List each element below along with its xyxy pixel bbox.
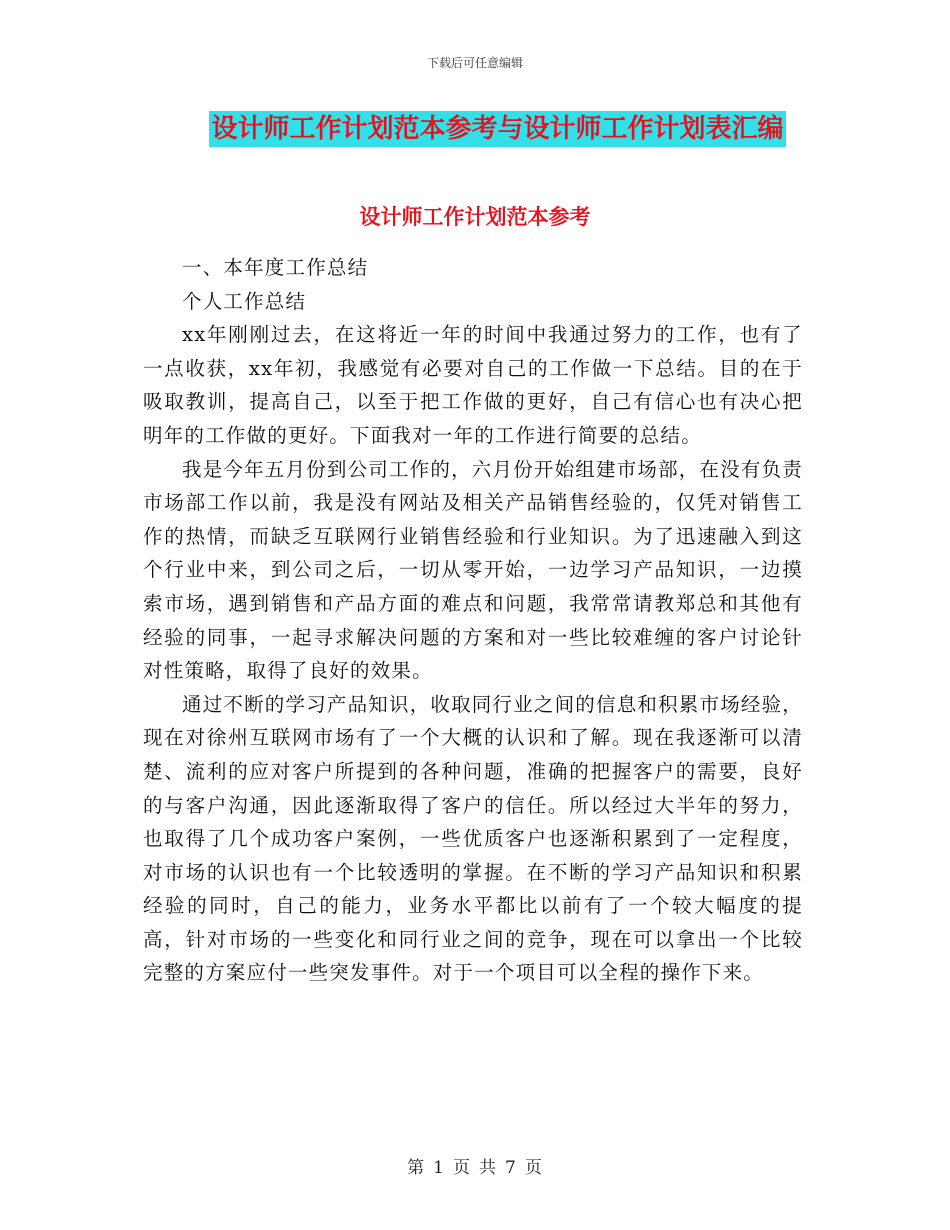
page-footer (0, 1153, 950, 1178)
document-body (143, 251, 803, 990)
footer-total-prefix: 共 (479, 1158, 497, 1178)
body-paragraph: xx年刚刚过去，在这将近一年的时间中我通过努力的工作，也有了一点收获，xx年初，我感觉有必要对自己的工作做一下总结。目的在于吸取教训，提高自己，以至于把工作做的更好，自己有信心也有决心把明年的工作做的更好。下面我对一年的工作进行简要的总结。 (143, 323, 803, 447)
footer-page-number: 1 (433, 1158, 445, 1178)
footer-total-pages: 7 (505, 1158, 517, 1178)
title-block (0, 111, 950, 147)
section-title: 设计师工作计划范本参考 (359, 205, 591, 229)
document-title: 设计师工作计划范本参考与设计师工作计划表汇编 (209, 111, 785, 147)
heading-personal-summary: 个人工作总结 (182, 289, 307, 313)
body-paragraph: 我是今年五月份到公司工作的，六月份开始组建市场部，在没有负责市场部工作以前，我是没有网站及相关产品销售经验的，仅凭对销售工作的热情，而缺乏互联网行业销售经验和行业知识。为了迅速融入到这个行业中来，到公司之后，一切从零开始，一边学习产品知识，一边摸索市场，遇到销售和产品方面的难点和问题，我常常请教郑总和其他有经验的同事，一起寻求解决问题的方案和对一些比较难缠的客户讨论针对性策略，取得了良好的效果。 (143, 457, 804, 683)
heading-annual-summary: 一、本年度工作总结 (182, 256, 369, 279)
body-paragraph: 通过不断的学习产品知识，收取同行业之间的信息和积累市场经验，现在对徐州互联网市场有了一个大概的认识和了解。现在我逐渐可以清楚、流利的应对客户所提到的各种问题，准确的把握客户的需要，良好的与客户沟通，因此逐渐取得了客户的信任。所以经过大半年的努力，也取得了几个成功客户案例，一些优质客户也逐渐积累到了一定程度，对市场的认识也有一个比较透明的掌握。在不断的学习产品知识和积累经验的同时，自己的能力，业务水平都比以前有了一个较大幅度的提高，针对市场的一些变化和同行业之间的竞争，现在可以拿出一个比较完整的方案应付一些突发事件。对于一个项目可以全程的操作下来。 (143, 692, 804, 985)
footer-page-mid: 页 (453, 1158, 471, 1178)
footer-page-prefix: 第 (407, 1158, 426, 1178)
footer-total-suffix: 页 (524, 1158, 543, 1178)
header-note: 下载后可任意编辑 (426, 56, 523, 70)
